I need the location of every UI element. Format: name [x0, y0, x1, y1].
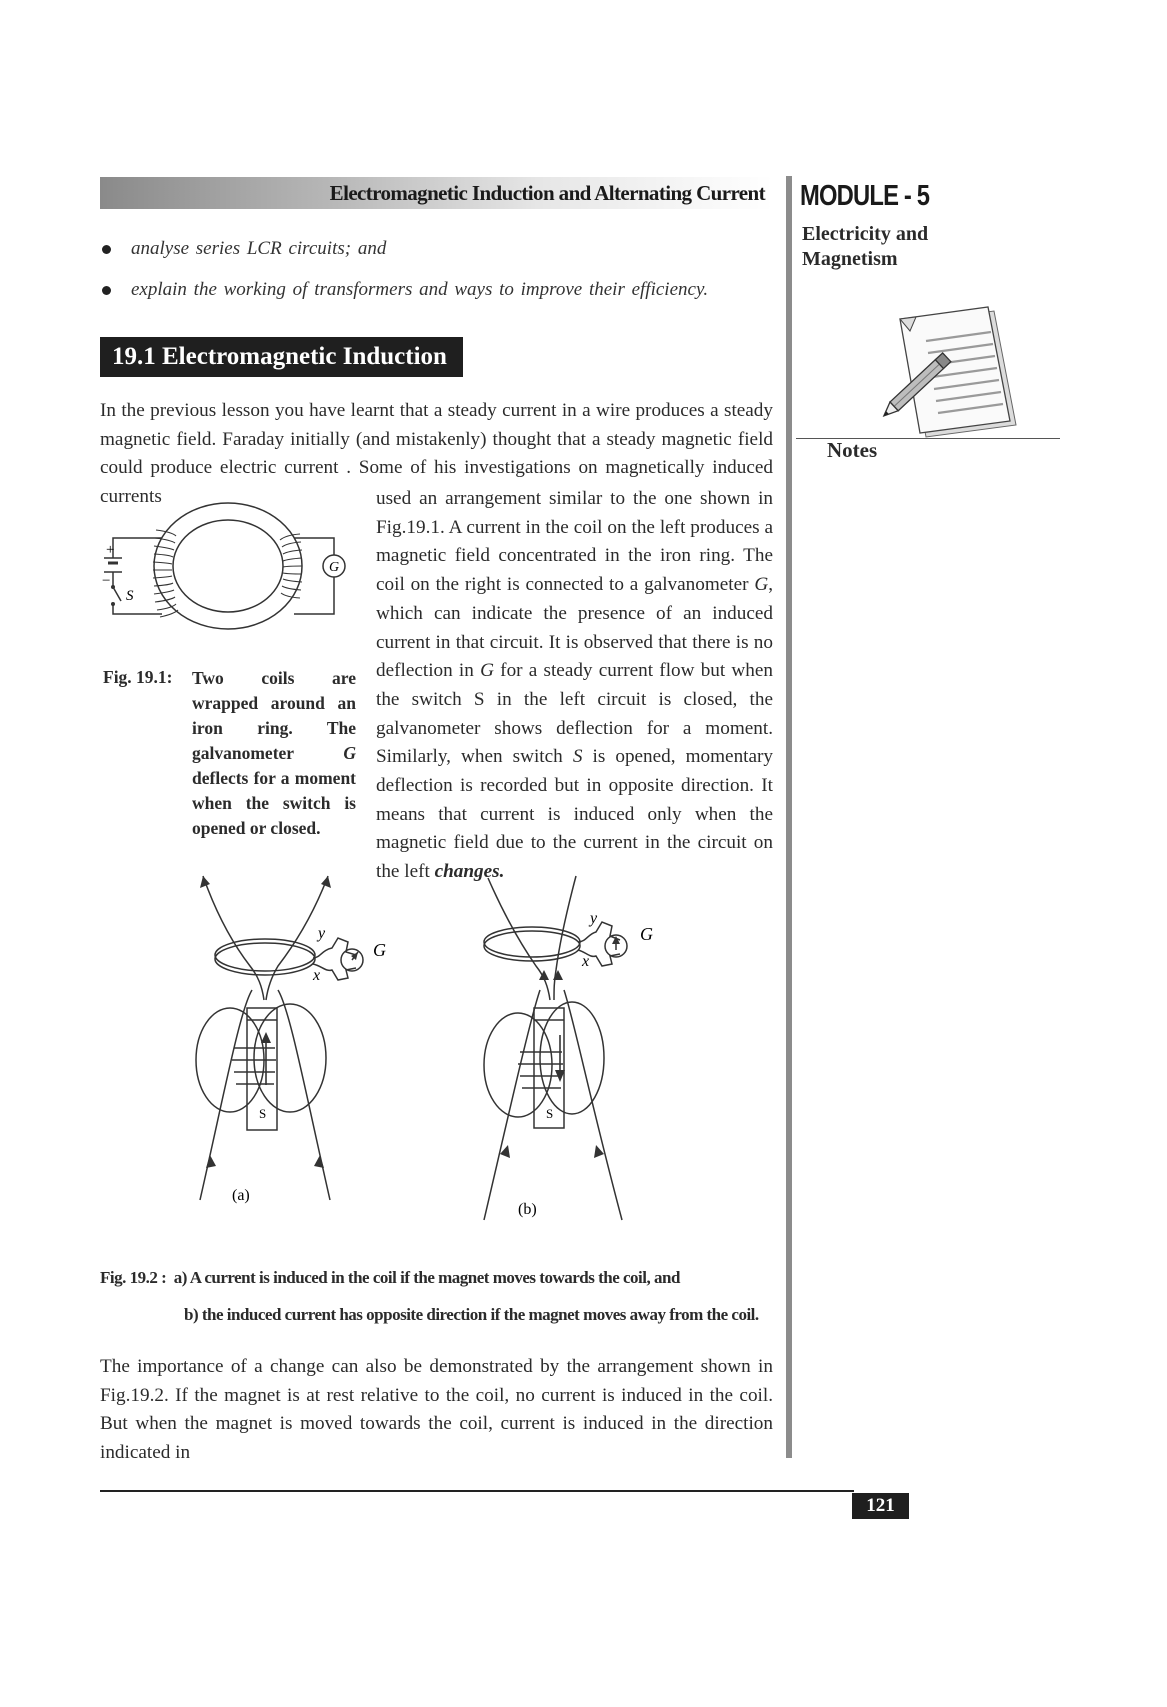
chapter-title: Electromagnetic Induction and Alternating Current: [329, 181, 765, 205]
fig-19-2-caption-a: [100, 1268, 680, 1288]
coil-x-label: x: [313, 967, 321, 984]
text-run-italic: S: [572, 746, 583, 768]
module-subtitle: [802, 222, 928, 272]
magnet-pole-label: S: [546, 1106, 554, 1121]
module-title: MODULE - 5: [800, 180, 930, 212]
body-paragraph: In the previous lesson you have learnt that a steady current in a wire produces a steady magnetic field. Faraday initially (and mistakenly) thought that a steady magnetic field could produce electric current . Some of his investigations on magnetically induced currents: [100, 400, 773, 508]
coil-y-label: y: [590, 910, 598, 927]
panel-b-label: (b): [518, 1201, 537, 1218]
fig-19-1-label: Fig. 19.1:: [103, 667, 173, 687]
body-paragraph: [376, 485, 773, 887]
fig-19-2-caption-b: b) the induced current has opposite direction if the magnet moves away from the coil.: [184, 1305, 759, 1324]
panel-a-drawing: [196, 876, 363, 1200]
text-run: is opened, momentary deflection is recorded but in opposite direction. It means that current is induced only when the magnetic field due to the current in the circuit on the left: [376, 746, 773, 883]
footer-rule: [100, 1490, 854, 1492]
module-subtitle-line2: Magnetism: [802, 248, 898, 270]
galvanometer-label: G: [373, 940, 386, 960]
coil-x-label: x: [582, 953, 590, 970]
caption-text: deflects for a moment when the switch is opened or closed.: [192, 768, 356, 838]
fig-19-2-label: Fig. 19.2 :: [100, 1268, 167, 1287]
text-run: used an arrangement similar to the one shown in Fig.19.1. A current in the coil on the left produces a magnetic field concentrated in the iron ring. The coil on the right is connected to a galvanometer: [376, 488, 773, 596]
list-item: [100, 236, 780, 277]
panel-b-drawing: [484, 876, 627, 1220]
galvanometer-label: G: [329, 560, 340, 575]
objective-text: analyse series LCR circuits; and: [131, 238, 387, 259]
panel-a-label: (a): [232, 1187, 250, 1204]
page-number: 121: [852, 1493, 909, 1519]
fig-19-1-caption: [192, 666, 356, 841]
text-run-emphasis: changes.: [434, 861, 505, 883]
galvanometer-label: G: [640, 924, 653, 944]
text-run-italic: G: [754, 574, 769, 596]
list-item: [100, 277, 780, 318]
bullet-icon: [102, 286, 111, 295]
body-paragraph: The importance of a change can also be demonstrated by the arrangement shown in Fig.19.2. If the magnet is at rest relative to the coil, no current is induced in the coil. But when the magnet is moved towards the coil, current is induced in the direction indicated in: [100, 1356, 773, 1464]
switch-label: S: [126, 588, 134, 604]
text-run-italic: G: [480, 660, 494, 682]
objectives-list: [100, 236, 780, 318]
caption-galvanometer: G: [343, 743, 356, 763]
module-subtitle-line1: Electricity and: [802, 223, 929, 245]
text-run: , which can indicate the presence of an induced current in that circuit. It is observed that there is no deflection in: [376, 574, 773, 682]
objective-text: explain the working of transformers and ways to improve their efficiency.: [131, 279, 709, 300]
bullet-icon: [102, 245, 111, 254]
battery-plus-label: +: [106, 542, 115, 558]
fig-19-2-magnet-coil-diagram: [180, 870, 740, 1240]
text-run: for a steady current flow but when the switch S in the left circuit is closed, the galvanometer shows deflection for a moment. Similarly, when switch: [376, 660, 773, 768]
caption-text: Two coils are wrapped around an iron ring. The galvanometer: [192, 668, 356, 763]
fig-19-1-iron-ring-diagram: [102, 500, 352, 640]
coil-y-label: y: [318, 925, 326, 942]
margin-divider: [786, 176, 792, 1458]
caption-text: a) A current is induced in the coil if the magnet moves towards the coil, and: [173, 1268, 680, 1287]
magnet-pole-label: S: [259, 1106, 267, 1121]
battery-minus-label: −: [102, 573, 111, 589]
section-heading: 19.1 Electromagnetic Induction: [100, 337, 463, 377]
notepad-pencil-icon: [876, 305, 1026, 445]
notes-label: Notes: [827, 438, 878, 462]
